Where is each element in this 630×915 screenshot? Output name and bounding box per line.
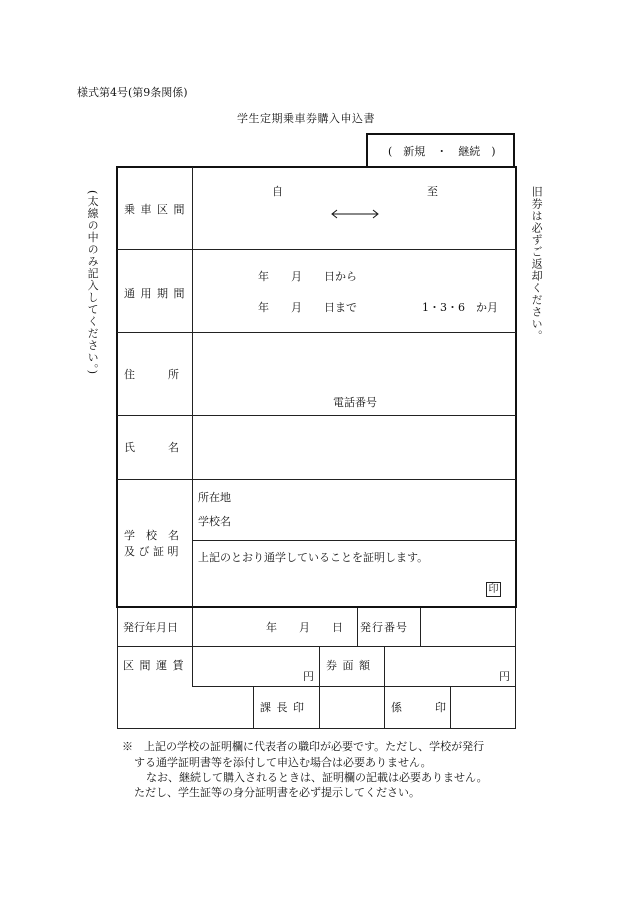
note-line-2: する通学証明書等を添付して申込む場合は必要ありません。 xyxy=(134,756,432,769)
school-name-label: 学校名 xyxy=(198,515,231,528)
period-months[interactable]: 1・3・6 か月 xyxy=(422,301,498,314)
school-label-line1: 学 校 名 xyxy=(124,529,179,542)
address-label: 住 所 xyxy=(124,368,179,381)
staff-seal-label: 係 印 xyxy=(391,701,446,714)
school-info-field[interactable] xyxy=(240,486,500,534)
note-line-3: なお、継続して購入されるときは、証明欄の記載は必要ありません。 xyxy=(146,771,488,784)
phone-label: 電話番号 xyxy=(333,396,377,409)
address-field[interactable] xyxy=(200,340,500,390)
route-from-field[interactable] xyxy=(205,180,305,240)
issue-number-field[interactable] xyxy=(424,612,512,642)
period-label: 通 用 期 間 xyxy=(124,287,186,300)
fare-label: 区 間 運 賃 xyxy=(123,659,185,672)
issue-date-label: 発行年月日 xyxy=(123,621,178,634)
note-line-1: ※ 上記の学校の証明欄に代表者の職印が必要です。ただし、学校が発行 xyxy=(122,740,485,753)
period-from-field[interactable]: 年 月 日から xyxy=(258,270,357,283)
face-value-unit: 円 xyxy=(499,670,510,683)
left-side-note: (太線の中のみ記入してください。) xyxy=(86,190,100,376)
form-number: 様式第4号(第9条関係) xyxy=(77,86,188,99)
seal-mark: 印 xyxy=(486,582,501,597)
route-label: 乗 車 区 間 xyxy=(124,203,186,216)
school-location-label: 所在地 xyxy=(198,491,231,504)
face-value-field[interactable] xyxy=(390,650,490,682)
certification-text: 上記のとおり通学していることを証明します。 xyxy=(198,551,429,564)
chief-seal-label: 課 長 印 xyxy=(260,701,305,714)
double-arrow-icon xyxy=(330,209,380,219)
fare-unit: 円 xyxy=(303,670,314,683)
type-selection[interactable]: ( 新規 ・ 継続 ) xyxy=(388,145,496,158)
issue-number-label: 発行番号 xyxy=(360,621,408,634)
form-title: 学生定期乗車券購入申込書 xyxy=(237,112,375,125)
name-field[interactable] xyxy=(200,422,500,472)
face-value-label: 券 面 額 xyxy=(326,659,371,672)
route-to-label: 至 xyxy=(427,185,438,198)
issue-date-field[interactable]: 年 月 日 xyxy=(266,621,343,634)
route-from-label: 自 xyxy=(272,185,283,198)
period-to-field[interactable]: 年 月 日まで xyxy=(258,301,357,314)
school-label-line2: 及 び 証 明 xyxy=(124,545,179,558)
right-side-note: 旧券は必ずご返却ください。 xyxy=(530,186,544,342)
name-label: 氏 名 xyxy=(124,441,179,454)
note-line-4: ただし、学生証等の身分証明書を必ず提示してください。 xyxy=(134,786,420,799)
fare-field[interactable] xyxy=(196,650,296,682)
route-to-field[interactable] xyxy=(380,180,500,240)
